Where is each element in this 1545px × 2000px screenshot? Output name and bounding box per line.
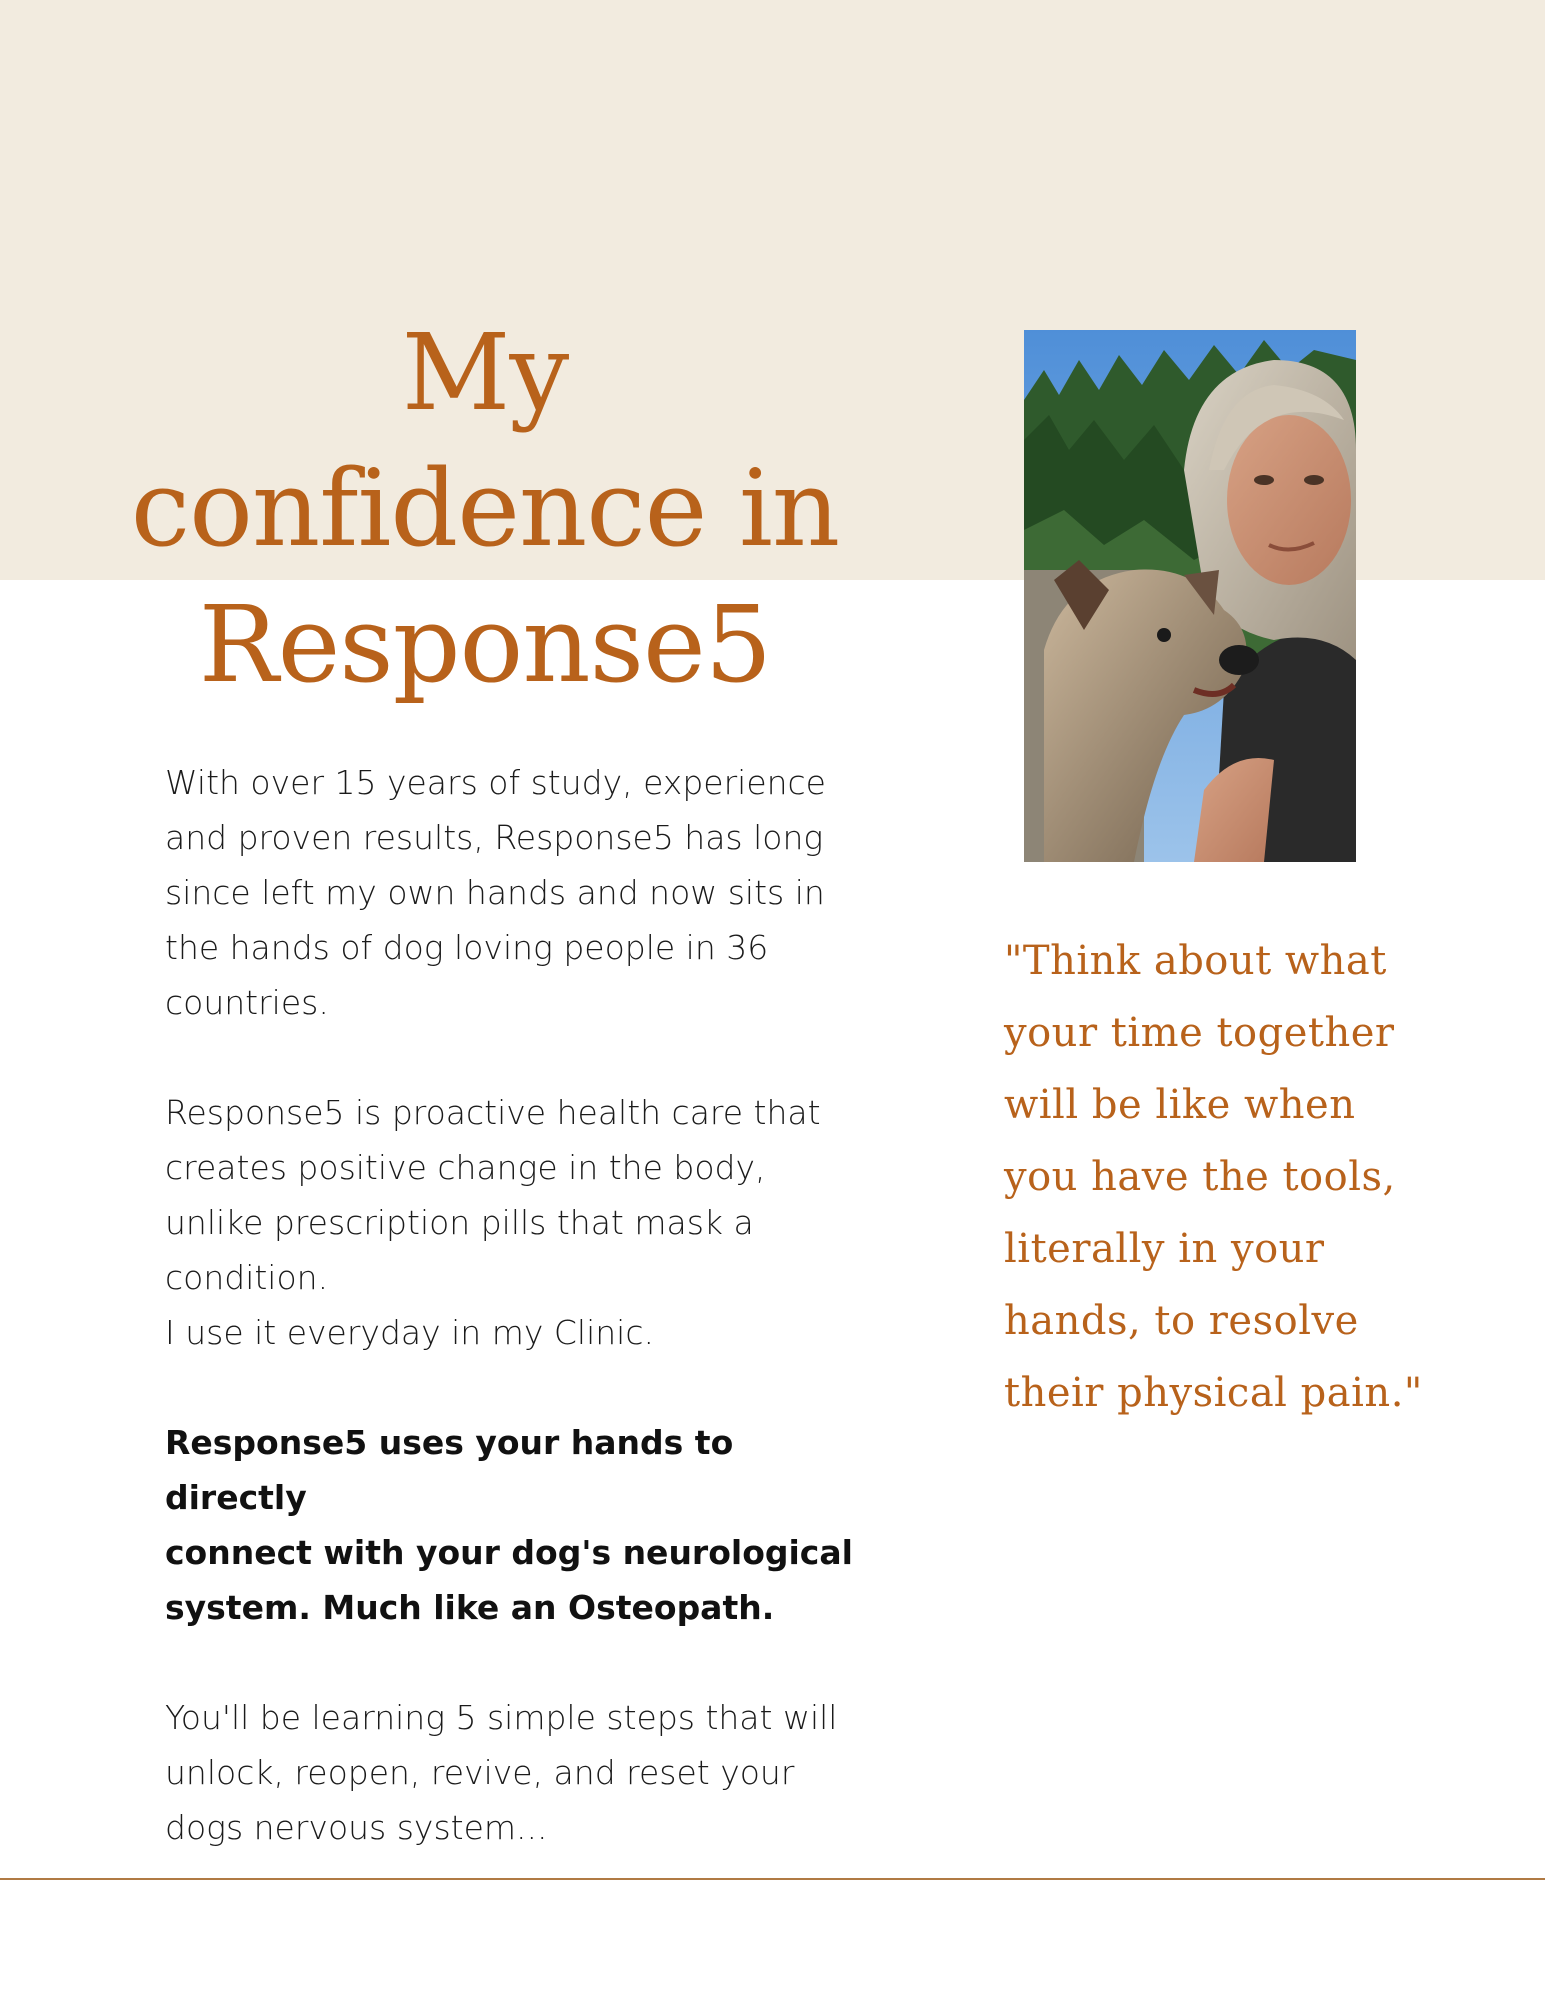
quote-line: will be like when <box>1004 1082 1356 1128</box>
text-line: I use it everyday in my Clinic. <box>165 1313 654 1352</box>
title-line: My <box>401 311 569 434</box>
text-line: dogs nervous system... <box>165 1808 548 1847</box>
text-line: since left my own hands and now sits in <box>165 873 825 912</box>
text-line: the hands of dog loving people in 36 <box>165 928 769 967</box>
paragraph-experience <box>165 755 865 1030</box>
text-line: unlike prescription pills that mask a <box>165 1203 754 1242</box>
paragraph-gap <box>165 1635 865 1690</box>
quote-line: hands, to resolve <box>1004 1298 1359 1344</box>
quote-line: literally in your <box>1004 1226 1325 1272</box>
quote-line: your time together <box>1004 1010 1395 1056</box>
quote-line: their physical pain." <box>1004 1370 1423 1416</box>
woman-with-dog-photo <box>1024 330 1356 862</box>
text-line: connect with your dog's neurological <box>165 1533 853 1572</box>
text-line: You'll be learning 5 simple steps that will <box>165 1698 838 1737</box>
author-photo <box>1024 330 1356 862</box>
text-line: creates positive change in the body, <box>165 1148 766 1187</box>
paragraph-gap <box>165 1360 865 1415</box>
text-line: condition. <box>165 1258 329 1297</box>
title-line: Response5 <box>198 583 772 706</box>
quote-line: you have the tools, <box>1004 1154 1396 1200</box>
text-line: system. Much like an Osteopath. <box>165 1588 775 1627</box>
page-title <box>95 305 875 713</box>
paragraph-gap <box>165 1030 865 1085</box>
text-line: Response5 is proactive health care that <box>165 1093 821 1132</box>
text-line: unlock, reopen, revive, and reset your <box>165 1753 795 1792</box>
footer-divider <box>0 1878 1545 1880</box>
pull-quote <box>1004 925 1444 1429</box>
title-line: confidence in <box>130 447 840 570</box>
text-line: Response5 uses your hands to directly <box>165 1423 734 1517</box>
paragraph-highlight <box>165 1415 865 1635</box>
body-text <box>165 755 865 1855</box>
text-line: With over 15 years of study, experience <box>165 763 826 802</box>
paragraph-steps <box>165 1690 865 1855</box>
quote-line: "Think about what <box>1004 938 1387 984</box>
text-line: countries. <box>165 983 329 1022</box>
paragraph-proactive <box>165 1085 865 1360</box>
text-line: and proven results, Response5 has long <box>165 818 824 857</box>
